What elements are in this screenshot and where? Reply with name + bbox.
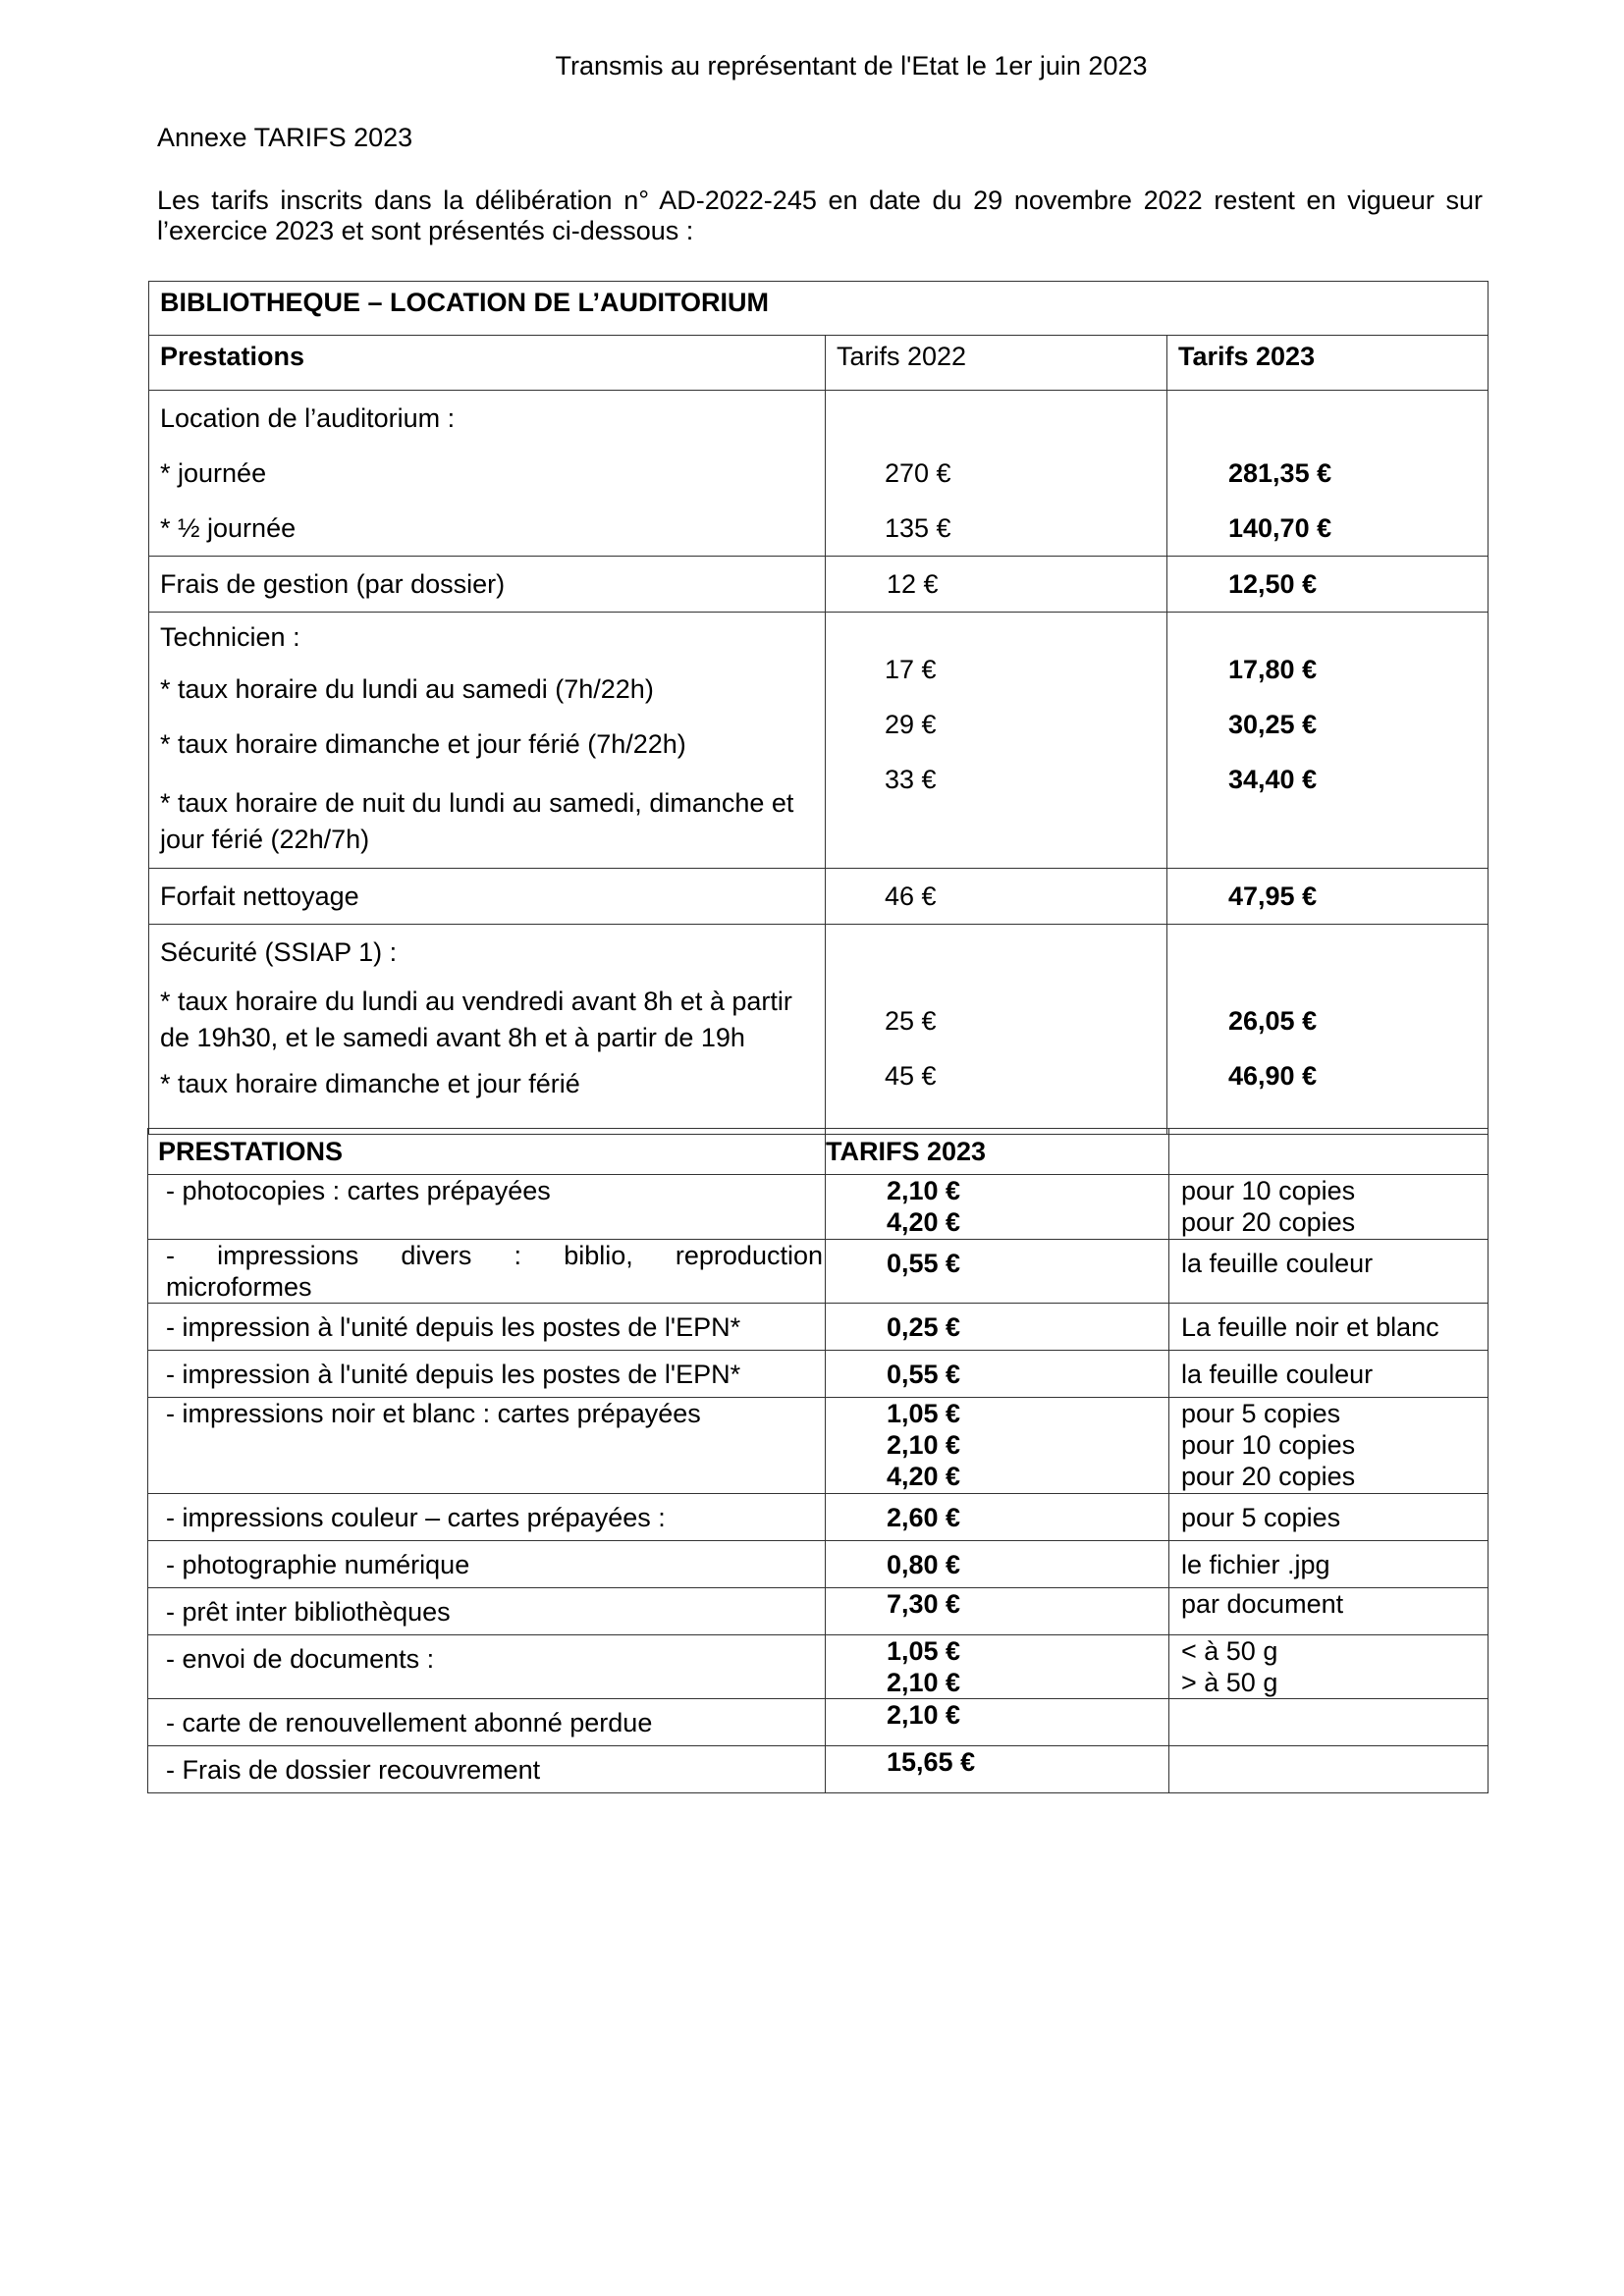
price-2023: 12,50 € [1228,569,1318,599]
price-cell [826,1494,1169,1541]
table-row [148,1541,1489,1588]
price-2022: 33 € [885,765,937,794]
price-2023: 2,10 € [887,1668,961,1697]
row-label: - impressions divers : biblio, reproduction microformes [148,1240,826,1304]
row-sublabel: * ½ journée [160,513,297,543]
row-sublabel: * journée [160,458,267,488]
price-2023: 0,55 € [887,1360,961,1389]
price-note: le fichier .jpg [1181,1550,1330,1579]
table-row [148,1398,1489,1494]
price-2023: 4,20 € [887,1462,961,1491]
intro-line-1: Les tarifs inscrits dans la délibération n° AD-2022-245 en date du 29 novembre 2022 restent en vigueur sur [157,186,1483,215]
price-cell [826,1635,1169,1699]
note-cell [1169,1175,1489,1240]
row-label: Location de l’auditorium : [160,403,456,433]
price-note: la feuille couleur [1181,1360,1374,1389]
price-cell [826,1699,1169,1746]
price-cell [826,1175,1169,1240]
price-cell [826,1304,1169,1351]
price-2022: 12 € [887,569,939,599]
row-sublabel: * taux horaire du lundi au samedi (7h/22h) [160,674,654,704]
table-row [149,613,1489,869]
table-row [148,1304,1489,1351]
price-2022: 270 € [885,458,951,488]
row-label: - prêt inter bibliothèques [148,1588,826,1635]
price-2023: 26,05 € [1228,1006,1318,1036]
price-note: pour 10 copies [1181,1430,1356,1460]
price-2023: 46,90 € [1228,1061,1318,1091]
price-note: la feuille couleur [1181,1249,1374,1278]
table-row [148,1699,1489,1746]
note-cell [1169,1541,1489,1588]
price-2023: 47,95 € [1228,881,1318,911]
row-label: - impressions noir et blanc : cartes prépayées [148,1398,826,1494]
price-cell [826,1541,1169,1588]
note-cell [1169,1635,1489,1699]
row-label: - impression à l'unité depuis les postes de l'EPN* [148,1304,826,1351]
price-note: pour 20 copies [1181,1462,1356,1491]
price-cell [826,1351,1169,1398]
prestations-table [147,1128,1489,1793]
row-label: Sécurité (SSIAP 1) : [160,937,398,967]
table-row [148,1588,1489,1635]
row-label: - envoi de documents : [148,1635,826,1699]
row-sublabel: * taux horaire dimanche et jour férié [160,1069,580,1098]
price-2023: 2,10 € [887,1430,961,1460]
price-note: pour 10 copies [1181,1176,1356,1205]
price-2023: 2,10 € [887,1176,961,1205]
price-2023: 15,65 € [887,1747,976,1777]
table-row [148,1351,1489,1398]
table-row [148,1746,1489,1793]
table-row [149,869,1489,925]
row-label: Forfait nettoyage [160,881,359,911]
price-note: par document [1181,1589,1344,1619]
transmission-header: Transmis au représentant de l'Etat le 1er juin 2023 [555,51,1148,80]
price-2023: 30,25 € [1228,710,1318,739]
price-2023: 4,20 € [887,1207,961,1237]
price-cell [826,1240,1169,1304]
note-cell [1169,1746,1489,1793]
price-2023: 34,40 € [1228,765,1318,794]
intro-line-2: l’exercice 2023 et sont présentés ci-dessous : [157,216,694,245]
note-cell [1169,1494,1489,1541]
note-cell [1169,1304,1489,1351]
row-label: - impressions couleur – cartes prépayées : [148,1494,826,1541]
row-label: - carte de renouvellement abonné perdue [148,1699,826,1746]
row-label: Technicien : [160,622,300,652]
price-note: pour 5 copies [1181,1399,1341,1428]
price-note: < à 50 g [1181,1636,1278,1666]
price-2022: 29 € [885,710,937,739]
price-2023: 1,05 € [887,1636,961,1666]
price-2022: 46 € [885,881,937,911]
table-row [148,1240,1489,1304]
col-header-tarifs-2022: Tarifs 2022 [826,336,1167,391]
price-2023: 0,55 € [887,1249,961,1278]
col-header-prestations: Prestations [149,336,826,391]
row-sublabel: * taux horaire du lundi au vendredi avant 8h et à partir de 19h30, et le samedi avant 8h et à partir de 19h [160,987,792,1052]
price-note: > à 50 g [1181,1668,1278,1697]
price-2023: 0,80 € [887,1550,961,1579]
col-header-tarifs-2023: Tarifs 2023 [1167,336,1489,391]
price-2023: 1,05 € [887,1399,961,1428]
price-2023: 0,25 € [887,1312,961,1342]
price-note: pour 5 copies [1181,1503,1341,1532]
table-row [149,391,1489,557]
row-label: Frais de gestion (par dossier) [160,569,506,599]
price-2022: 17 € [885,655,937,684]
price-note: La feuille noir et blanc [1181,1312,1439,1342]
auditorium-table-title: BIBLIOTHEQUE – LOCATION DE L’AUDITORIUM [149,282,1489,336]
row-sublabel: * taux horaire de nuit du lundi au samedi, dimanche et jour férié (22h/7h) [160,788,794,854]
price-cell [826,1588,1169,1635]
price-2023: 2,60 € [887,1503,961,1532]
price-2022: 135 € [885,513,951,543]
annexe-title: Annexe TARIFS 2023 [157,123,413,152]
table-row [149,557,1489,613]
price-cell [826,1398,1169,1494]
row-label: - photocopies : cartes prépayées [148,1175,826,1240]
price-cell [826,1746,1169,1793]
price-2022: 45 € [885,1061,937,1091]
auditorium-table [148,281,1489,1135]
table-row [148,1494,1489,1541]
note-cell [1169,1351,1489,1398]
row-label: - impression à l'unité depuis les postes de l'EPN* [148,1351,826,1398]
row-label: - photographie numérique [148,1541,826,1588]
price-2023: 140,70 € [1228,513,1332,543]
price-2022: 25 € [885,1006,937,1036]
price-2023: 281,35 € [1228,458,1332,488]
price-2023: 2,10 € [887,1700,961,1730]
note-cell [1169,1398,1489,1494]
intro-paragraph [157,186,1485,246]
price-2023: 7,30 € [887,1589,961,1619]
note-cell [1169,1240,1489,1304]
col-header-tarifs-2023: TARIFS 2023 [826,1129,1169,1175]
note-cell [1169,1699,1489,1746]
table-row [149,925,1489,1135]
row-sublabel: * taux horaire dimanche et jour férié (7h/22h) [160,729,686,759]
table-row [148,1175,1489,1240]
price-2023: 17,80 € [1228,655,1318,684]
note-cell [1169,1588,1489,1635]
table-row [148,1635,1489,1699]
col-header-prestations: PRESTATIONS [148,1129,826,1175]
row-label: - Frais de dossier recouvrement [148,1746,826,1793]
price-note: pour 20 copies [1181,1207,1356,1237]
